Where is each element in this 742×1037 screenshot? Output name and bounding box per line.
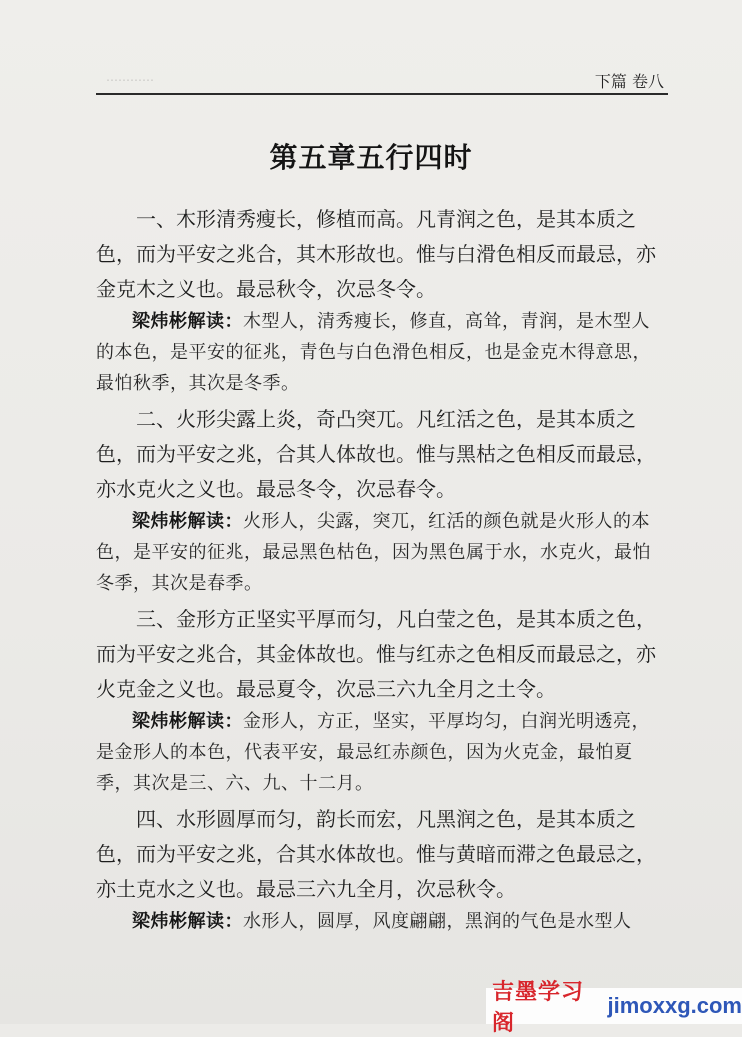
watermark-cn: 吉墨学习阁 [492, 980, 585, 1036]
classic-paragraph-2 [96, 402, 666, 507]
watermark-url: jimoxxg.com [607, 993, 742, 1018]
classic-text: 四、水形圆厚而匀，韵长而宏，凡黑润之色，是其本质之色，而为平安之兆，合其水体故也。惟与黄暗而滞之色最忌之，亦土克水之义也。最忌三六九全月，次忌秋令。 [96, 807, 656, 901]
classic-text: 一、木形清秀瘦长，修植而高。凡青润之色，是其本质之色，而为平安之兆合，其木形故也。惟与白滑色相反而最忌，亦金克木之义也。最忌秋令，次忌冬令。 [96, 207, 656, 301]
commentary-label: 梁炜彬解读： [132, 511, 243, 532]
classic-paragraph-1 [96, 202, 666, 307]
page-header [96, 66, 666, 92]
commentary-paragraph-1 [96, 306, 666, 399]
commentary-paragraph-3 [96, 706, 666, 799]
commentary-paragraph-2 [96, 506, 666, 599]
chapter-title: 第五章五行四时 [269, 141, 473, 174]
classic-paragraph-4 [96, 802, 666, 907]
commentary-label: 梁炜彬解读： [132, 311, 243, 332]
site-watermark [486, 980, 742, 1036]
commentary-text: 木型人，清秀瘦长，修直，高耸，青润，是木型人的本色，是平安的征兆，青色与白色滑色相反，也是金克木得意思，最怕秋季，其次是冬季。 [96, 311, 651, 394]
header-rule [96, 93, 668, 95]
commentary-label: 梁炜彬解读： [132, 911, 243, 932]
classic-paragraph-3 [96, 602, 666, 707]
commentary-paragraph-4 [96, 906, 666, 937]
commentary-text: 火形人，尖露，突兀，红活的颜色就是火形人的本色，是平安的征兆，最忌黑色枯色，因为黑色属于水，水克火，最怕冬季，其次是春季。 [96, 511, 651, 594]
header-bleed-text: ………… [106, 70, 154, 84]
commentary-label: 梁炜彬解读： [132, 711, 243, 732]
commentary-text: 金形人，方正，坚实，平厚均匀，白润光明透亮，是金形人的本色，代表平安，最忌红赤颜色，因为火克金，最怕夏季，其次是三、六、九、十二月。 [96, 711, 650, 794]
classic-text: 三、金形方正坚实平厚而匀，凡白莹之色，是其本质之色，而为平安之兆合，其金体故也。惟与红赤之色相反而最忌之，亦火克金之义也。最忌夏令，次忌三六九全月之土令。 [96, 607, 656, 701]
running-title: 下篇 卷八 [594, 72, 664, 91]
commentary-text: 水形人，圆厚，风度翩翩，黑润的气色是水型人 [243, 911, 632, 932]
classic-text: 二、火形尖露上炎，奇凸突兀。凡红活之色，是其本质之色，而为平安之兆，合其人体故也。惟与黑枯之色相反而最忌，亦水克火之义也。最忌冬令，次忌春令。 [96, 407, 656, 501]
